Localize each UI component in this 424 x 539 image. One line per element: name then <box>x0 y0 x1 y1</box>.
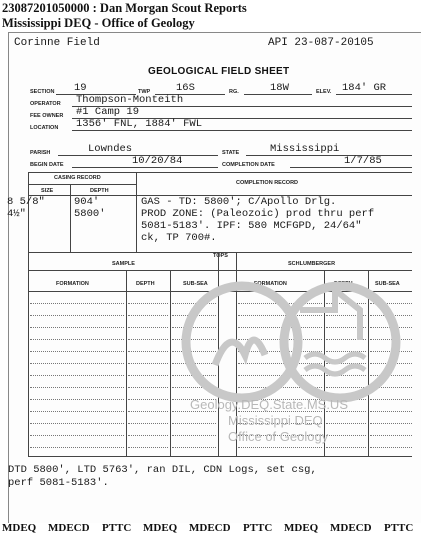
sample-label: SAMPLE <box>112 261 135 267</box>
completion-line-1: GAS - TD: 5800'; C/Apollo Drlg. <box>141 196 337 208</box>
table-row-rule <box>128 387 168 388</box>
fee-owner-value: #1 Camp 19 <box>76 106 140 118</box>
table-row-rule <box>128 351 168 352</box>
table-row-rule <box>30 363 124 364</box>
field-name: Corinne Field <box>14 37 100 49</box>
parish-value: Lowndes <box>88 143 133 155</box>
footer-item-4: MDEQ <box>143 522 178 534</box>
elev-value: 184' GR <box>342 82 387 94</box>
table-row-rule <box>128 411 168 412</box>
footer-item-3: PTTC <box>102 522 132 534</box>
section-label: SECTION <box>30 89 55 95</box>
table-row-rule <box>128 423 168 424</box>
footer-item-2: MDECD <box>48 522 90 534</box>
section-value: 19 <box>74 82 87 94</box>
footer-item-8: MDECD <box>330 522 372 534</box>
table-row-rule <box>30 315 124 316</box>
completion-record-label: COMPLETION RECORD <box>236 180 299 186</box>
completion-date-label: COMPLETION DATE <box>222 162 275 168</box>
table-row-rule <box>30 447 124 448</box>
sample-formation-header: FORMATION <box>56 281 89 287</box>
table-row-rule <box>128 447 168 448</box>
table-row-rule <box>128 363 168 364</box>
table-row-rule <box>30 339 124 340</box>
footer-item-5: MDECD <box>189 522 231 534</box>
table-row-rule <box>128 327 168 328</box>
casing-size-label: SIZE <box>41 188 54 194</box>
completion-line-4: ck, TP 700#. <box>141 232 217 244</box>
footer-item-7: MDEQ <box>284 522 319 534</box>
table-row-rule <box>30 423 124 424</box>
casing-record-label: CASING RECORD <box>54 175 101 181</box>
casing-depth-1: 904' <box>74 196 100 208</box>
api-number: API 23-087-20105 <box>268 37 374 49</box>
footer-item-1: MDEQ <box>2 522 37 534</box>
completion-line-2: PROD ZONE: (Paleozoic) prod thru perf <box>141 208 375 220</box>
report-header-line1: 23087201050000 : Dan Morgan Scout Reports <box>2 1 247 15</box>
completion-date-value: 1/7/85 <box>344 155 382 167</box>
casing-depth-2: 5800' <box>74 208 106 220</box>
sheet-title: GEOLOGICAL FIELD SHEET <box>148 66 290 77</box>
table-row-rule <box>30 375 124 376</box>
table-row-rule <box>30 387 124 388</box>
watermark-office: Office of Geology <box>228 429 329 444</box>
watermark-agency: Mississippi DEQ <box>228 413 323 428</box>
remarks-line-2: perf 5081-5183'. <box>8 477 109 489</box>
casing-size-1: 8 5/8" <box>7 196 45 208</box>
rg-label: RG. <box>229 89 239 95</box>
begin-date-value: 10/20/84 <box>132 155 183 167</box>
begin-date-label: BEGIN DATE <box>30 162 64 168</box>
footer-item-9: PTTC <box>384 522 414 534</box>
report-header-line2: Mississippi DEQ - Office of Geology <box>2 16 195 30</box>
footer-item-6: PTTC <box>243 522 273 534</box>
schl-subsea-header: SUB-SEA <box>375 281 400 287</box>
table-row-rule <box>128 375 168 376</box>
table-row-rule <box>128 435 168 436</box>
table-row-rule <box>30 435 124 436</box>
remarks-line-1: DTD 5800', LTD 5763', ran DIL, CDN Logs, set csg, <box>8 464 317 476</box>
fee-owner-label: FEE OWNER <box>30 113 64 119</box>
casing-depth-label: DEPTH <box>90 188 109 194</box>
casing-size-2: 4½" <box>7 208 26 220</box>
schl-depth-header: DEPTH <box>334 281 353 287</box>
table-row-rule <box>30 351 124 352</box>
table-row-rule <box>30 327 124 328</box>
twp-label: TWP <box>138 89 151 95</box>
watermark-url: Geology.DEQ.State.MS.US <box>190 397 348 412</box>
twp-value: 16S <box>176 82 195 94</box>
rg-value: 18W <box>270 82 289 94</box>
sample-depth-header: DEPTH <box>136 281 155 287</box>
completion-line-3: 5081-5183'. IPF: 580 MCFGPD, 24/64" <box>141 220 362 232</box>
sample-subsea-header: SUB-SEA <box>183 281 208 287</box>
schl-formation-header: FORMATION <box>254 281 287 287</box>
table-row-rule <box>128 315 168 316</box>
table-row-rule <box>30 303 124 304</box>
table-row-rule <box>30 411 124 412</box>
operator-value: Thompson-Monteith <box>76 94 184 106</box>
schlumberger-label: SCHLUMBERGER <box>288 261 336 267</box>
table-row-rule <box>128 399 168 400</box>
state-label: STATE <box>222 150 240 156</box>
elev-label: ELEV. <box>316 89 332 95</box>
tops-label: TOPS <box>213 253 228 259</box>
table-row-rule <box>128 339 168 340</box>
table-row-rule <box>30 399 124 400</box>
location-label: LOCATION <box>30 125 59 131</box>
operator-label: OPERATOR <box>30 101 61 107</box>
parish-label: PARISH <box>30 150 51 156</box>
state-value: Mississippi <box>270 143 340 155</box>
location-value: 1356' FNL, 1884' FWL <box>76 118 203 130</box>
table-row-rule <box>128 303 168 304</box>
